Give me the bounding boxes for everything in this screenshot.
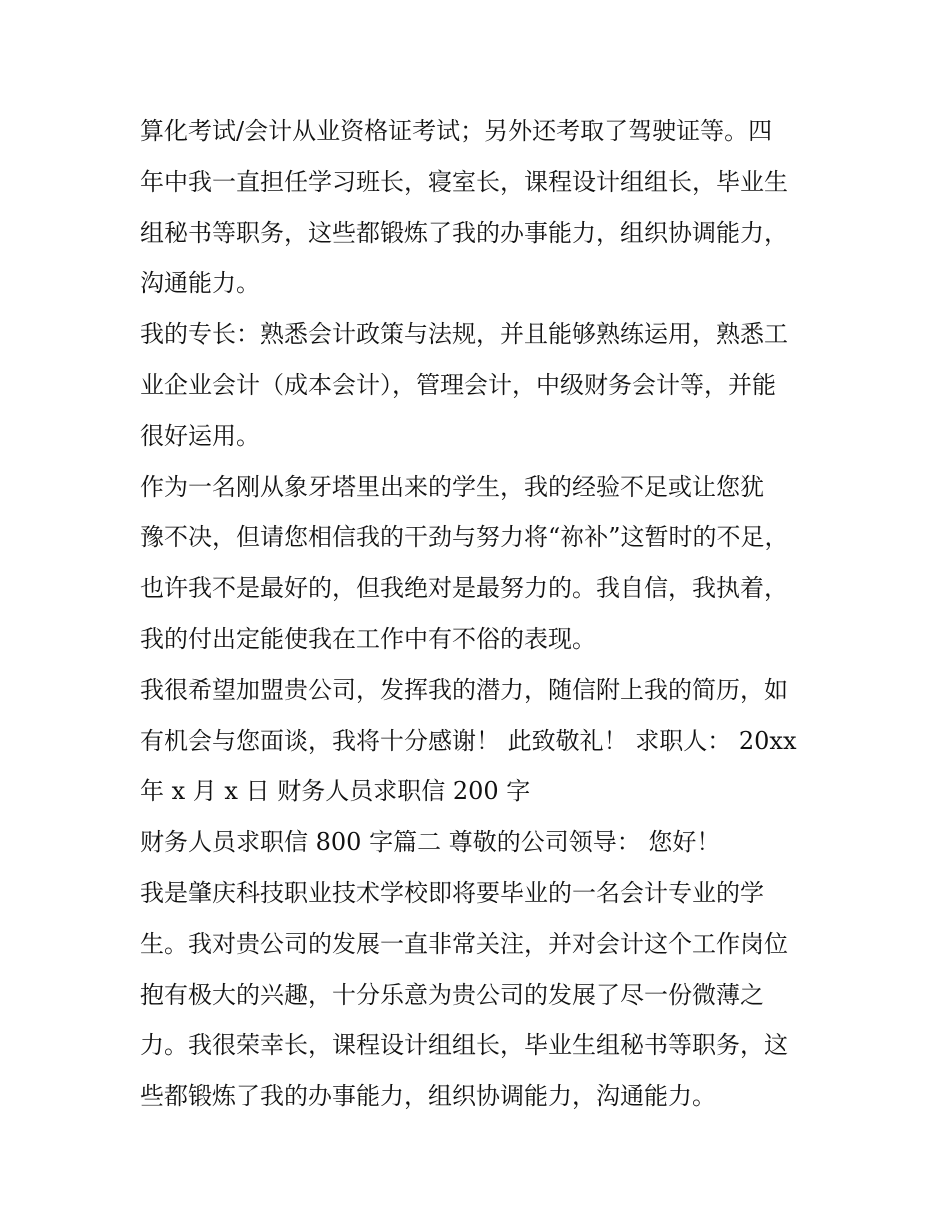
text-line-17: 生。我对贵公司的发展一直非常关注，并对会计这个工作岗位 bbox=[140, 929, 788, 958]
text-line-9: 豫不决，但请您相信我的干劲与努力将“祢补”这暂时的不足， bbox=[140, 523, 789, 552]
text-line-15: 财务人员求职信 800 字篇二 尊敬的公司领导： 您好！ bbox=[140, 828, 721, 857]
text-line-12: 我很希望加盟贵公司，发挥我的潜力，随信附上我的简历，如 bbox=[140, 675, 788, 704]
text-line-13: 有机会与您面谈，我将十分感谢！ 此致敬礼！ 求职人： 20xx bbox=[140, 726, 797, 755]
text-line-11: 我的付出定能使我在工作中有不俗的表现。 bbox=[140, 624, 596, 653]
text-line-14: 年 x 月 x 日 财务人员求职信 200 字 bbox=[140, 777, 531, 806]
text-line-1: 算化考试/会计从业资格证考试；另外还考取了驾驶证等。四 bbox=[140, 117, 773, 145]
text-line-3: 组秘书等职务，这些都锻炼了我的办事能力，组织协调能力， bbox=[140, 218, 788, 247]
text-line-10: 也许我不是最好的，但我绝对是最努力的。我自信，我执着， bbox=[140, 574, 788, 603]
text-line-7: 很好运用。 bbox=[140, 421, 260, 450]
text-line-5: 我的专长：熟悉会计政策与法规，并且能够熟练运用，熟悉工 bbox=[140, 320, 788, 349]
text-line-2: 年中我一直担任学习班长，寝室长，课程设计组组长，毕业生 bbox=[140, 167, 788, 196]
text-line-8: 作为一名刚从象牙塔里出来的学生，我的经验不足或让您犹 bbox=[140, 472, 764, 501]
text-line-4: 沟通能力。 bbox=[140, 269, 260, 298]
document-body bbox=[140, 106, 812, 1122]
text-line-19: 力。我很荣幸长，课程设计组组长，毕业生组秘书等职务，这 bbox=[140, 1031, 788, 1060]
text-line-18: 抱有极大的兴趣，十分乐意为贵公司的发展了尽一份微薄之 bbox=[140, 980, 764, 1009]
text-line-6: 业企业会计（成本会计），管理会计，中级财务会计等，并能 bbox=[140, 370, 776, 399]
text-line-16: 我是肇庆科技职业技术学校即将要毕业的一名会计专业的学 bbox=[140, 878, 764, 907]
text-line-20: 些都锻炼了我的办事能力，组织协调能力，沟通能力。 bbox=[140, 1082, 716, 1111]
